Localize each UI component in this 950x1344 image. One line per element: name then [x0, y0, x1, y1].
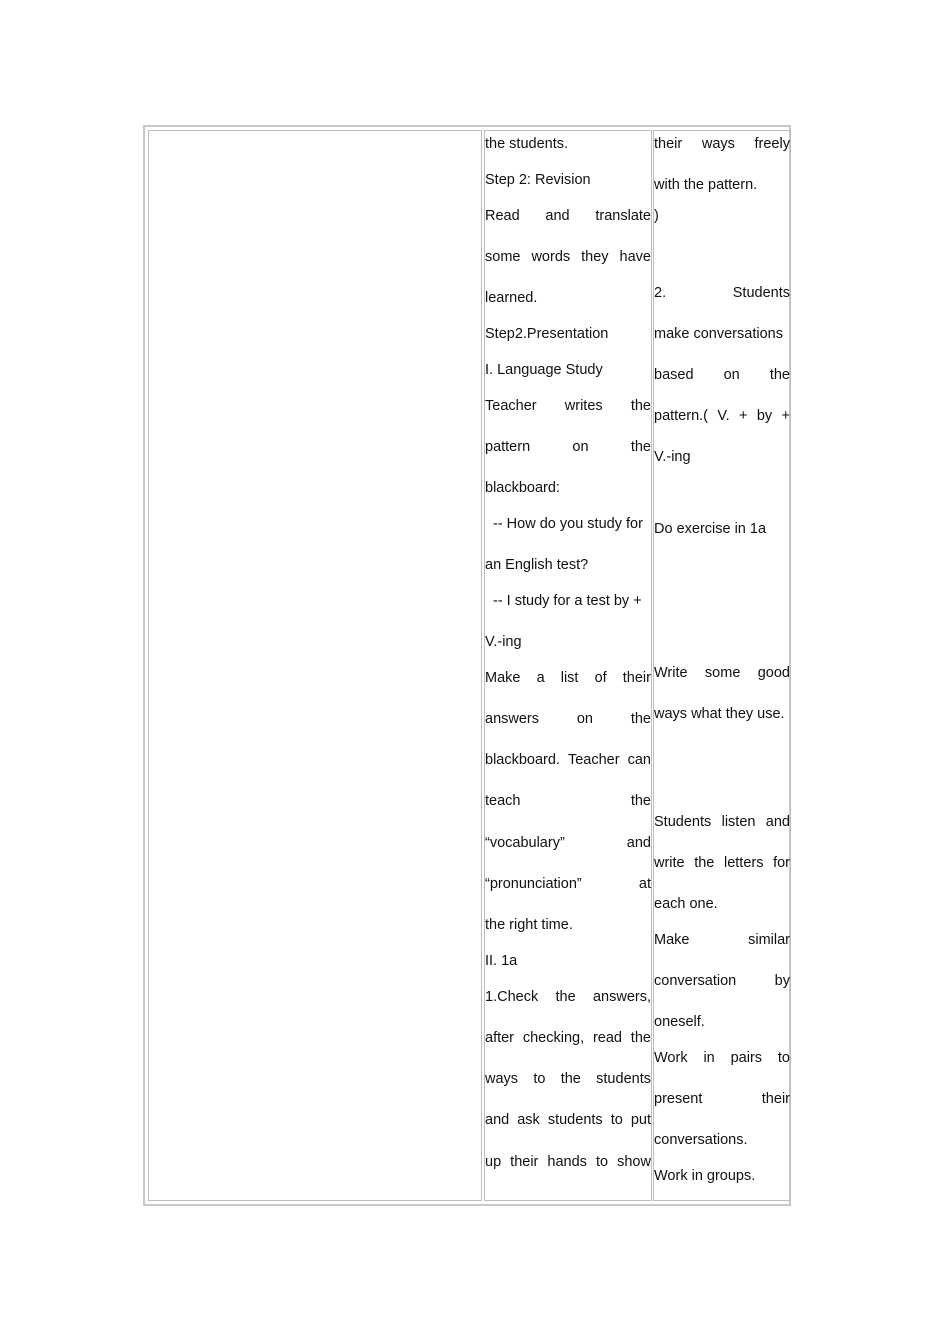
text-line: 2. Students — [654, 285, 790, 301]
table-cell-objectives — [148, 130, 482, 1201]
text-line: their ways freely — [654, 136, 790, 152]
text-line: -- I study for a test by + — [493, 593, 642, 609]
table-cell-teacher-activities — [484, 130, 652, 1201]
text-line: the right time. — [485, 917, 573, 933]
table-cell-student-activities — [653, 130, 791, 1201]
text-line: answers on the — [485, 711, 651, 727]
text-line: V.-ing — [654, 449, 691, 465]
text-line: ways what they use. — [654, 706, 785, 722]
text-line: pattern.( V. + by + — [654, 408, 790, 424]
text-line: teach the — [485, 793, 651, 809]
text-line: “vocabulary” and — [485, 835, 651, 851]
text-line: Students listen and — [654, 814, 790, 830]
text-line: Make similar — [654, 932, 790, 948]
text-line: after checking, read the — [485, 1030, 651, 1046]
text-line: I. Language Study — [485, 362, 603, 378]
text-line: the students. — [485, 136, 569, 152]
text-line: ways to the students — [485, 1071, 651, 1087]
text-line: based on the — [654, 367, 790, 383]
text-line: blackboard: — [485, 480, 560, 496]
text-line: oneself. — [654, 1014, 705, 1030]
text-line: -- How do you study for — [493, 516, 643, 532]
text-line: V.-ing — [485, 634, 522, 650]
text-line: “pronunciation” at — [485, 876, 651, 892]
text-line: Work in groups. — [654, 1168, 756, 1184]
text-line: Read and translate — [485, 208, 651, 224]
text-line: write the letters for — [654, 855, 790, 871]
text-line: pattern on the — [485, 439, 651, 455]
text-line: with the pattern. — [654, 177, 758, 193]
text-line: ) — [654, 208, 659, 224]
text-line: Step 2: Revision — [485, 172, 591, 188]
text-line: blackboard. Teacher can — [485, 752, 651, 768]
text-line: conversation by — [654, 973, 790, 989]
text-line: each one. — [654, 896, 718, 912]
text-line: an English test? — [485, 557, 589, 573]
text-line: 1.Check the answers, — [485, 989, 651, 1005]
text-line: learned. — [485, 290, 538, 306]
text-line: and ask students to put — [485, 1112, 651, 1128]
text-line: present their — [654, 1091, 790, 1107]
text-line: Make a list of their — [485, 670, 651, 686]
text-line: Step2.Presentation — [485, 326, 609, 342]
text-line: Work in pairs to — [654, 1050, 790, 1066]
lesson-table — [143, 125, 791, 1206]
text-line: Teacher writes the — [485, 398, 651, 414]
text-line: II. 1a — [485, 953, 518, 969]
text-line: conversations. — [654, 1132, 748, 1148]
text-line: make conversations — [654, 326, 783, 342]
text-line: some words they have — [485, 249, 651, 265]
text-line: Do exercise in 1a — [654, 521, 767, 537]
text-line: Write some good — [654, 665, 790, 681]
text-line: up their hands to show — [485, 1154, 651, 1170]
